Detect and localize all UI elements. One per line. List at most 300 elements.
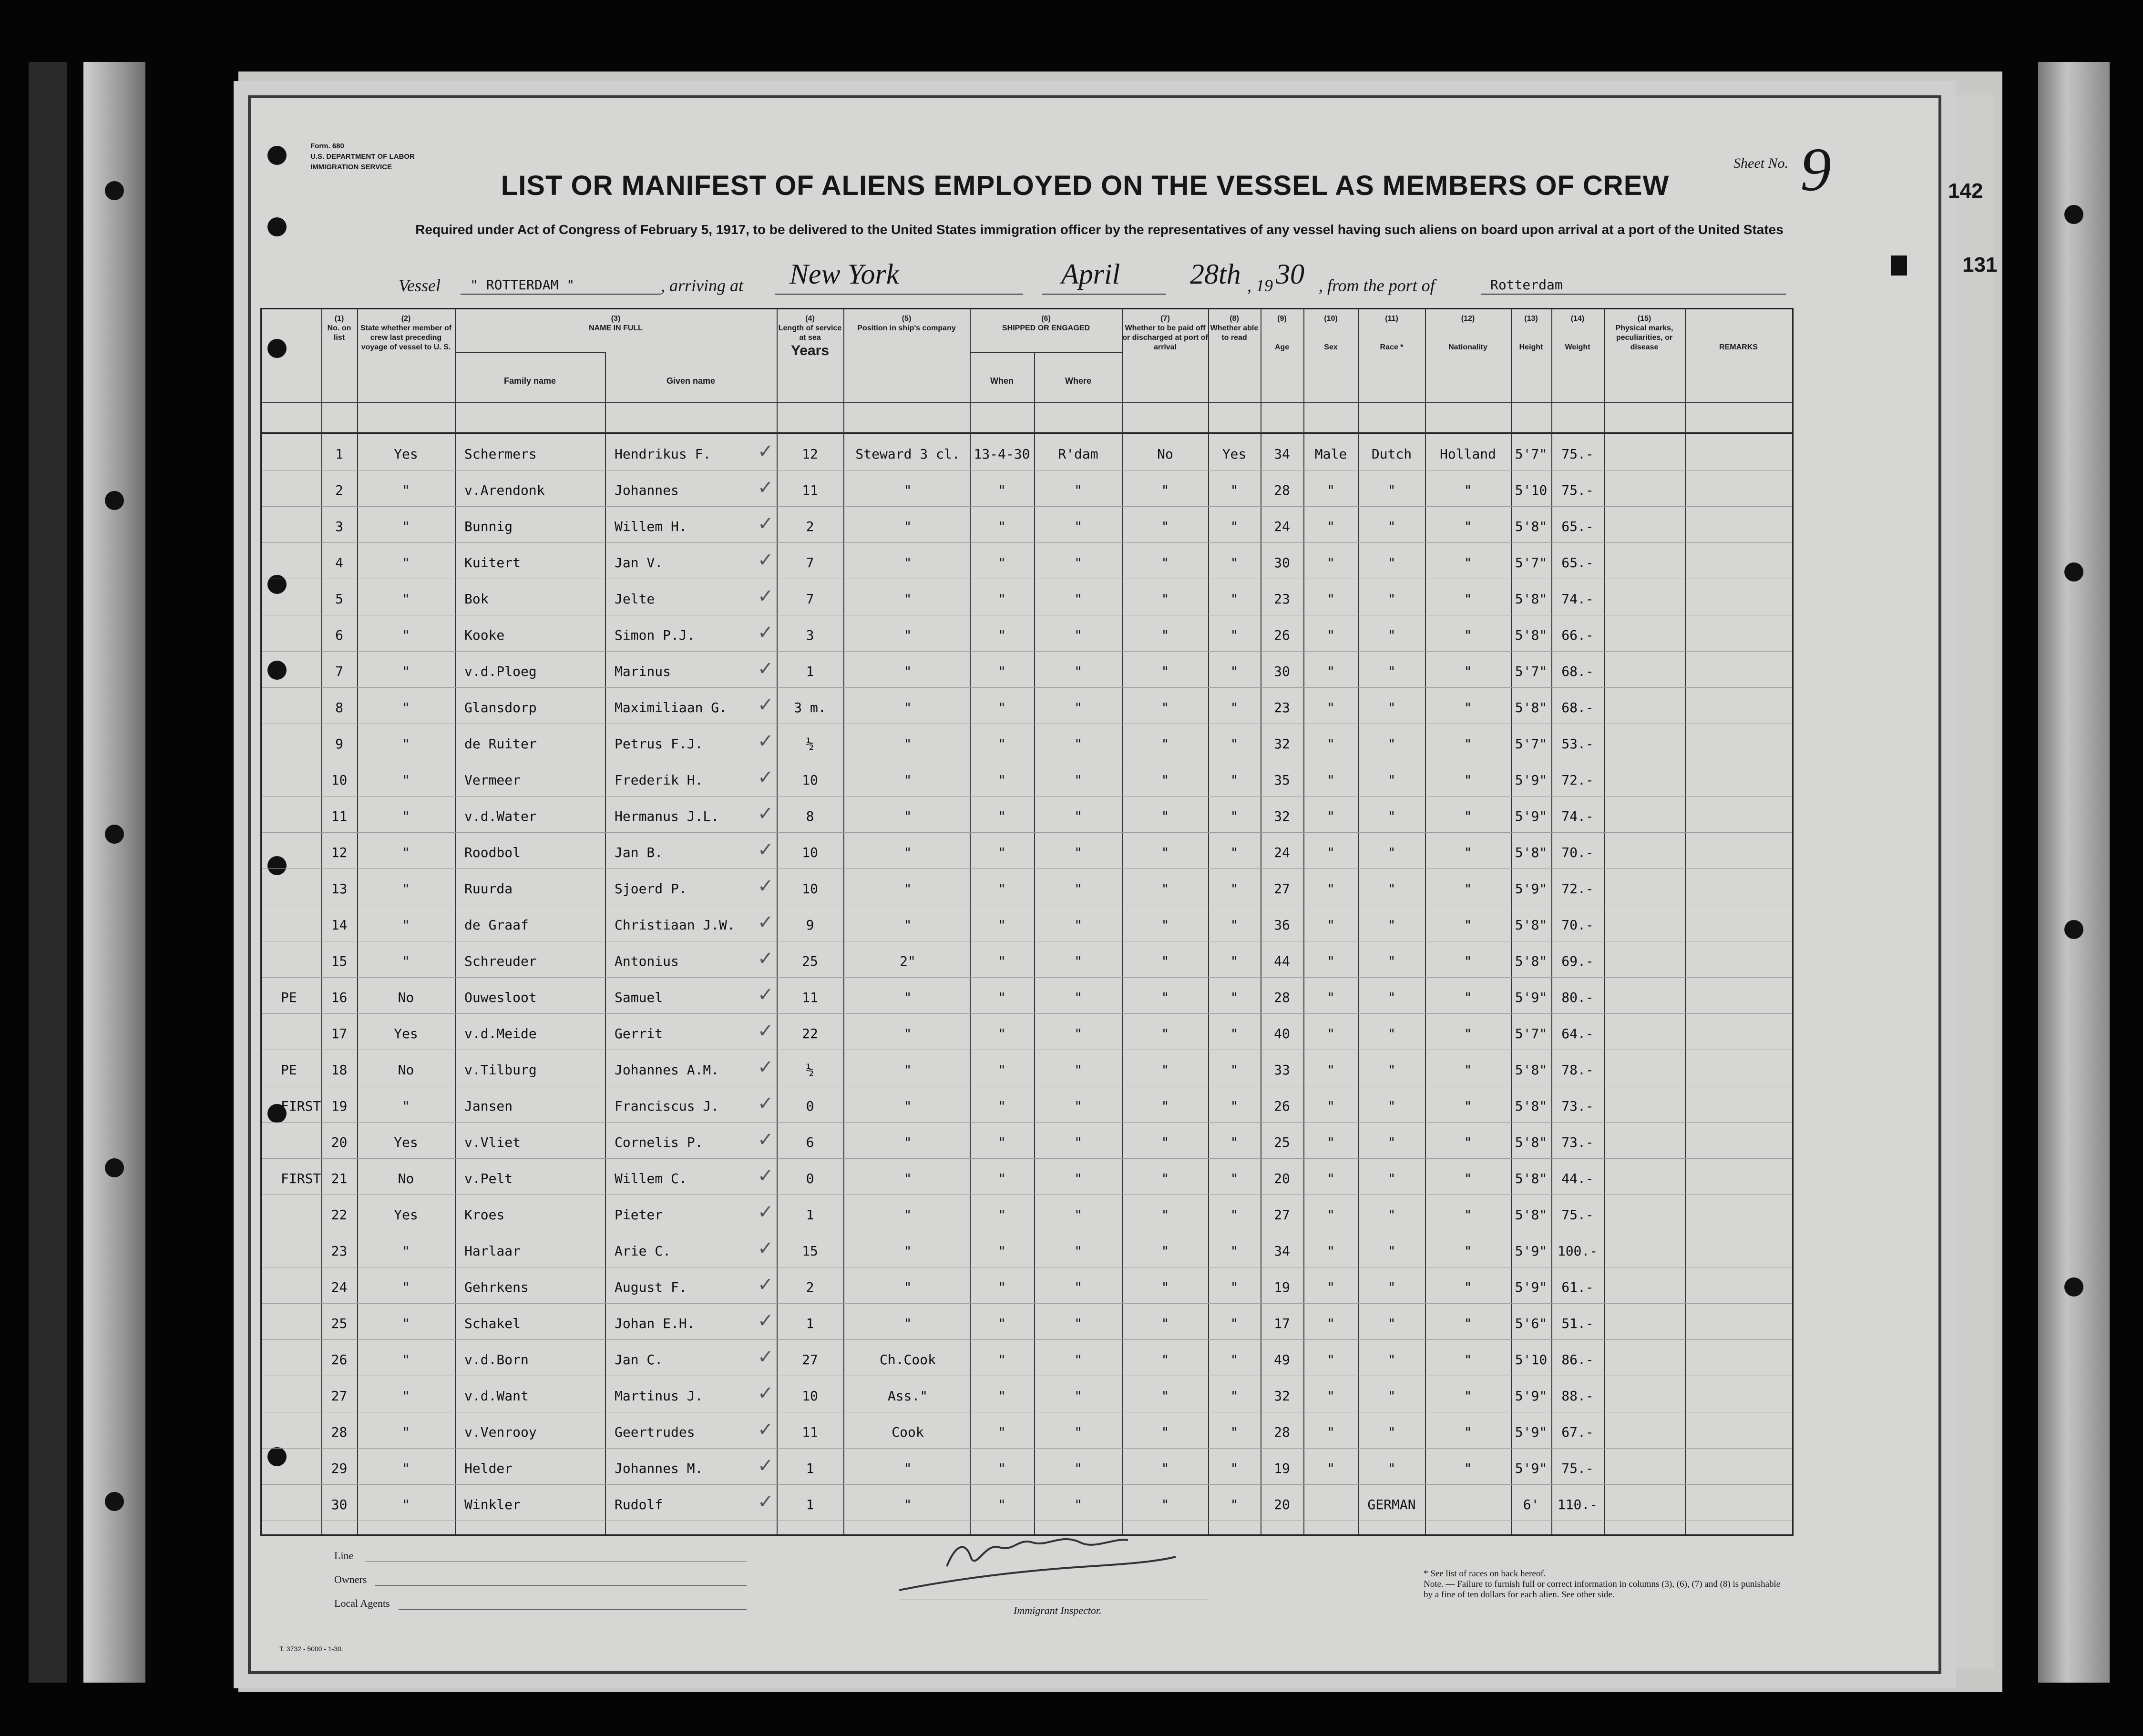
cell-prev: "	[402, 1243, 410, 1259]
year-prefix: , 19	[1247, 276, 1273, 295]
cell-given: Rudolf	[615, 1497, 663, 1512]
cell-family: Kroes	[464, 1207, 505, 1223]
cell-when: "	[998, 1171, 1006, 1186]
cell-read: "	[1230, 1062, 1239, 1078]
cell-nat: "	[1464, 700, 1472, 715]
cell-service: 25	[802, 953, 818, 969]
cell-nat: "	[1464, 808, 1472, 824]
cell-sex: "	[1327, 1207, 1335, 1223]
cell-age: 30	[1274, 555, 1290, 571]
cell-read: "	[1230, 1388, 1239, 1404]
cell-height: 5'8"	[1515, 1134, 1548, 1150]
cell-where: "	[1074, 700, 1082, 715]
cell-service: 1	[806, 1207, 814, 1223]
cell-height: 5'8"	[1515, 845, 1548, 860]
cell-paid: "	[1161, 990, 1169, 1005]
checkmark-icon: ✓	[758, 730, 774, 752]
cell-sex: "	[1327, 1098, 1335, 1114]
cell-no: 17	[331, 1026, 348, 1042]
cell-nat: "	[1464, 1279, 1472, 1295]
sheet-label: Sheet No.	[1733, 155, 1788, 171]
cell-sex: "	[1327, 1316, 1335, 1331]
col-physical-marks-header: (15) Physical marks, peculiarities, or disease	[1615, 315, 1673, 351]
col-sex-header: (10) Sex	[1324, 315, 1338, 351]
cell-age: 27	[1274, 1207, 1290, 1223]
checkmark-icon: ✓	[758, 513, 774, 535]
cell-paid: "	[1161, 953, 1169, 969]
vessel-name: " ROTTERDAM "	[470, 277, 575, 293]
cell-weight: 86.-	[1561, 1352, 1594, 1368]
cell-given: Martinus J.	[615, 1388, 703, 1404]
cell-where: "	[1074, 1062, 1082, 1078]
cell-where: "	[1074, 664, 1082, 679]
cell-race: "	[1387, 1279, 1396, 1295]
cell-prev: "	[402, 591, 410, 607]
cell-service: 11	[802, 1424, 818, 1440]
cell-given: Antonius	[615, 953, 679, 969]
crew-table	[260, 308, 1794, 1536]
cell-nat: "	[1464, 1316, 1472, 1331]
cell-position: "	[903, 881, 912, 897]
cell-service: 8	[806, 808, 814, 824]
cell-given: Christiaan J.W.	[615, 917, 735, 933]
cell-where: "	[1074, 917, 1082, 933]
cell-sex: "	[1327, 736, 1335, 752]
cell-nat: "	[1464, 990, 1472, 1005]
cell-family: Roodbol	[464, 845, 521, 860]
cell-no: 16	[331, 990, 348, 1005]
checkmark-icon: ✓	[758, 984, 774, 1006]
cell-sex: "	[1327, 1062, 1335, 1078]
col-prev-voyage-header: (2) State whether member of crew last preceding voyage of vessel to U. S.	[360, 315, 452, 351]
cell-where: "	[1074, 1243, 1082, 1259]
checkmark-icon: ✓	[758, 1274, 774, 1296]
cell-weight: 67.-	[1561, 1424, 1594, 1440]
cell-service: 11	[802, 990, 818, 1005]
cell-prev: Yes	[394, 446, 418, 462]
cell-when: "	[998, 1279, 1006, 1295]
cell-read: Yes	[1222, 446, 1247, 462]
cell-paid: "	[1161, 1279, 1169, 1295]
cell-when: "	[998, 591, 1006, 607]
checkmark-icon: ✓	[758, 911, 774, 933]
cell-when: "	[998, 1316, 1006, 1331]
cell-position: "	[903, 519, 912, 534]
arrival-month: April	[1061, 258, 1120, 290]
cell-given: Petrus F.J.	[615, 736, 703, 752]
cell-paid: "	[1161, 917, 1169, 933]
cell-given: Jan V.	[615, 555, 663, 571]
cell-paid: "	[1161, 1207, 1169, 1223]
cell-prev: "	[402, 482, 410, 498]
cell-when: "	[998, 1098, 1006, 1114]
cell-weight: 110.-	[1557, 1497, 1598, 1512]
cell-race: Dutch	[1371, 446, 1412, 462]
cell-nat: "	[1464, 1243, 1472, 1259]
cell-height: 5'6"	[1515, 1316, 1548, 1331]
binder-strip-right	[2038, 62, 2110, 1683]
cell-age: 28	[1274, 1424, 1290, 1440]
cell-sex: "	[1327, 519, 1335, 534]
cell-read: "	[1230, 990, 1239, 1005]
cell-family: v.d.Ploeg	[464, 664, 537, 679]
cell-family: Ruurda	[464, 881, 513, 897]
col-paid-off-header: (7) Whether to be paid off or discharged at port of arrival	[1122, 315, 1208, 351]
cell-given: Samuel	[615, 990, 663, 1005]
cell-read: "	[1230, 953, 1239, 969]
cell-age: 36	[1274, 917, 1290, 933]
cell-prev: "	[402, 1098, 410, 1114]
cell-no: 13	[331, 881, 348, 897]
cell-nat: "	[1464, 1207, 1472, 1223]
cell-no: 5	[335, 591, 343, 607]
cell-paid: "	[1161, 664, 1169, 679]
cell-given: Hendrikus F.	[615, 446, 711, 462]
cell-service: ½	[806, 1062, 814, 1078]
cell-height: 5'8"	[1515, 591, 1548, 607]
cell-paid: "	[1161, 1352, 1169, 1368]
cell-given: Hermanus J.L.	[615, 808, 719, 824]
col-remarks-header: REMARKS	[1719, 343, 1758, 351]
cell-paid: "	[1161, 700, 1169, 715]
cell-position: "	[903, 845, 912, 860]
cell-no: 4	[335, 555, 343, 571]
cell-family: v.Vliet	[464, 1134, 521, 1150]
cell-nat: "	[1464, 917, 1472, 933]
inspector-signature	[890, 1523, 1185, 1600]
department-label: U.S. DEPARTMENT OF LABOR	[310, 153, 415, 161]
cell-service: ½	[806, 736, 814, 752]
cell-family: de Graaf	[464, 917, 529, 933]
sheet-edge	[1937, 95, 1994, 1668]
arrival-day: 28th	[1190, 258, 1241, 290]
cell-service: 12	[802, 446, 818, 462]
cell-no: 6	[335, 627, 343, 643]
cell-sex: "	[1327, 1279, 1335, 1295]
cell-when: "	[998, 772, 1006, 788]
cell-paid: "	[1161, 555, 1169, 571]
cell-family: v.d.Want	[464, 1388, 529, 1404]
cell-nat: "	[1464, 591, 1472, 607]
cell-given: Johannes A.M.	[615, 1062, 719, 1078]
cell-where: "	[1074, 482, 1082, 498]
cell-where: "	[1074, 591, 1082, 607]
cell-height: 5'7"	[1515, 1026, 1548, 1042]
cell-no: 24	[331, 1279, 348, 1295]
checkmark-icon: ✓	[758, 1056, 774, 1078]
cell-sex: "	[1327, 1460, 1335, 1476]
cell-sex: "	[1327, 1388, 1335, 1404]
cell-height: 5'9"	[1515, 1460, 1548, 1476]
cell-family: Schreuder	[464, 953, 537, 969]
cell-position: "	[903, 1243, 912, 1259]
cell-no: 30	[331, 1497, 348, 1512]
cell-prev: No	[398, 1062, 414, 1078]
cell-paid: "	[1161, 1388, 1169, 1404]
cell-paid: "	[1161, 845, 1169, 860]
cell-service: 15	[802, 1243, 818, 1259]
cell-read: "	[1230, 700, 1239, 715]
cell-sex: "	[1327, 953, 1335, 969]
cell-when: "	[998, 1388, 1006, 1404]
cell-where: "	[1074, 1316, 1082, 1331]
cell-position: "	[903, 808, 912, 824]
cell-age: 26	[1274, 627, 1290, 643]
cell-read: "	[1230, 808, 1239, 824]
margin-box	[1891, 255, 1907, 276]
cell-position: "	[903, 1316, 912, 1331]
cell-when: "	[998, 1497, 1006, 1512]
checkmark-icon: ✓	[758, 1020, 774, 1042]
cell-age: 28	[1274, 482, 1290, 498]
cell-race: "	[1387, 1062, 1396, 1078]
cell-where: "	[1074, 1424, 1082, 1440]
cell-nat: "	[1464, 1098, 1472, 1114]
cell-when: "	[998, 990, 1006, 1005]
cell-weight: 68.-	[1561, 700, 1594, 715]
cell-nat: "	[1464, 1352, 1472, 1368]
checkmark-icon: ✓	[758, 1237, 774, 1259]
cell-weight: 65.-	[1561, 555, 1594, 571]
cell-no: 12	[331, 845, 348, 860]
cell-sex: "	[1327, 808, 1335, 824]
cell-sex: "	[1327, 591, 1335, 607]
cell-prev: "	[402, 1316, 410, 1331]
cell-sex: "	[1327, 1171, 1335, 1186]
cell-sex: "	[1327, 1134, 1335, 1150]
cell-weight: 72.-	[1561, 881, 1594, 897]
cell-height: 5'8"	[1515, 953, 1548, 969]
cell-weight: 69.-	[1561, 953, 1594, 969]
owners-label: Owners	[334, 1573, 367, 1585]
cell-service: 1	[806, 1497, 814, 1512]
cell-prev: "	[402, 700, 410, 715]
checkmark-icon: ✓	[758, 477, 774, 499]
cell-age: 27	[1274, 881, 1290, 897]
cell-weight: 68.-	[1561, 664, 1594, 679]
cell-family: Harlaar	[464, 1243, 521, 1259]
cell-prev: "	[402, 1279, 410, 1295]
cell-given: Jelte	[615, 591, 655, 607]
cell-race: "	[1387, 953, 1396, 969]
cell-height: 5'9"	[1515, 990, 1548, 1005]
cell-height: 5'9"	[1515, 1424, 1548, 1440]
cell-race: "	[1387, 555, 1396, 571]
cell-nat: "	[1464, 482, 1472, 498]
cell-position: Steward 3 cl.	[855, 446, 960, 462]
cell-given: Maximiliaan G.	[615, 700, 728, 715]
cell-given: August F.	[615, 1279, 687, 1295]
cell-given: Willem H.	[615, 519, 687, 534]
cell-height: 5'9"	[1515, 1388, 1548, 1404]
cell-read: "	[1230, 591, 1239, 607]
cell-paid: "	[1161, 1460, 1169, 1476]
cell-where: "	[1074, 772, 1082, 788]
cell-race: "	[1387, 591, 1396, 607]
cell-age: 19	[1274, 1460, 1290, 1476]
margin-annotation: FIRST	[281, 1098, 321, 1114]
cell-when: "	[998, 917, 1006, 933]
cell-paid: "	[1161, 591, 1169, 607]
cell-sex: "	[1327, 1352, 1335, 1368]
cell-prev: "	[402, 555, 410, 571]
manifest-sheet	[248, 95, 1998, 1674]
cell-family: Vermeer	[464, 772, 521, 788]
cell-position: "	[903, 1171, 912, 1186]
cell-position: "	[903, 555, 912, 571]
cell-weight: 75.-	[1561, 1460, 1594, 1476]
cell-age: 20	[1274, 1497, 1290, 1512]
cell-family: v.d.Born	[464, 1352, 529, 1368]
cell-read: "	[1230, 881, 1239, 897]
cell-no: 28	[331, 1424, 348, 1440]
cell-read: "	[1230, 1026, 1239, 1042]
cell-family: Helder	[464, 1460, 513, 1476]
film-edge-left	[29, 62, 67, 1683]
cell-no: 27	[331, 1388, 348, 1404]
inspector-label: Immigrant Inspector.	[1014, 1604, 1102, 1616]
cell-no: 20	[331, 1134, 348, 1150]
cell-prev: Yes	[394, 1134, 418, 1150]
cell-age: 40	[1274, 1026, 1290, 1042]
cell-race: "	[1387, 519, 1396, 534]
cell-position: "	[903, 1026, 912, 1042]
col-shipped-header: (6) SHIPPED OR ENGAGED	[1002, 315, 1090, 332]
cell-prev: "	[402, 917, 410, 933]
cell-age: 17	[1274, 1316, 1290, 1331]
cell-service: 1	[806, 1460, 814, 1476]
cell-height: 5'10	[1515, 1352, 1548, 1368]
cell-given: Franciscus J.	[615, 1098, 719, 1114]
cell-sex: "	[1327, 917, 1335, 933]
cell-where: "	[1074, 1134, 1082, 1150]
cell-service: 10	[802, 845, 818, 860]
cell-read: "	[1230, 482, 1239, 498]
cell-weight: 78.-	[1561, 1062, 1594, 1078]
cell-weight: 100.-	[1557, 1243, 1598, 1259]
cell-weight: 70.-	[1561, 917, 1594, 933]
cell-age: 35	[1274, 772, 1290, 788]
col-weight-header: (14) Weight	[1565, 315, 1590, 351]
cell-height: 5'8"	[1515, 700, 1548, 715]
cell-position: "	[903, 627, 912, 643]
cell-weight: 74.-	[1561, 808, 1594, 824]
col-race-header: (11) Race *	[1380, 315, 1404, 351]
cell-family: v.Venrooy	[464, 1424, 537, 1440]
cell-race: "	[1387, 736, 1396, 752]
cell-sex: "	[1327, 1026, 1335, 1042]
cell-age: 24	[1274, 519, 1290, 534]
cell-where: "	[1074, 845, 1082, 860]
cell-weight: 61.-	[1561, 1279, 1594, 1295]
col-read-header: (8) Whether able to read	[1210, 315, 1259, 342]
cell-height: 5'8"	[1515, 627, 1548, 643]
margin-annotation: PE	[281, 1062, 297, 1078]
cell-weight: 75.-	[1561, 1207, 1594, 1223]
cell-where: "	[1074, 881, 1082, 897]
cell-position: "	[903, 482, 912, 498]
cell-position: "	[903, 591, 912, 607]
cell-nat: "	[1464, 772, 1472, 788]
cell-nat: "	[1464, 555, 1472, 571]
cell-family: Kooke	[464, 627, 505, 643]
cell-where: R'dam	[1058, 446, 1098, 462]
cell-height: 6'	[1523, 1497, 1539, 1512]
checkmark-icon: ✓	[758, 803, 774, 825]
cell-weight: 53.-	[1561, 736, 1594, 752]
checkmark-icon: ✓	[758, 1491, 774, 1513]
cell-service: 2	[806, 519, 814, 534]
cell-prev: "	[402, 772, 410, 788]
cell-race: "	[1387, 917, 1396, 933]
col-position-header: (5) Position in ship's company	[857, 315, 956, 332]
cell-service: 3 m.	[794, 700, 826, 715]
cell-where: "	[1074, 1207, 1082, 1223]
checkmark-icon: ✓	[758, 875, 774, 897]
margin-number-top: 142	[1948, 179, 1983, 203]
cell-no: 21	[331, 1171, 348, 1186]
cell-race: "	[1387, 990, 1396, 1005]
cell-race: "	[1387, 1207, 1396, 1223]
cell-age: 30	[1274, 664, 1290, 679]
cell-read: "	[1230, 1171, 1239, 1186]
cell-paid: "	[1161, 519, 1169, 534]
cell-paid: "	[1161, 1026, 1169, 1042]
cell-where: "	[1074, 627, 1082, 643]
cell-where: "	[1074, 1388, 1082, 1404]
cell-when: "	[998, 1352, 1006, 1368]
cell-age: 23	[1274, 700, 1290, 715]
cell-weight: 73.-	[1561, 1134, 1594, 1150]
cell-given: Pieter	[615, 1207, 663, 1223]
checkmark-icon: ✓	[758, 1165, 774, 1187]
cell-race: "	[1387, 482, 1396, 498]
cell-prev: No	[398, 990, 414, 1005]
cell-weight: 44.-	[1561, 1171, 1594, 1186]
cell-weight: 75.-	[1561, 482, 1594, 498]
cell-when: "	[998, 1207, 1006, 1223]
cell-paid: "	[1161, 627, 1169, 643]
cell-sex: "	[1327, 700, 1335, 715]
cell-family: v.Tilburg	[464, 1062, 537, 1078]
cell-when: "	[998, 953, 1006, 969]
cell-no: 23	[331, 1243, 348, 1259]
cell-family: Ouwesloot	[464, 990, 537, 1005]
cell-height: 5'7"	[1515, 736, 1548, 752]
cell-prev: Yes	[394, 1026, 418, 1042]
cell-when: "	[998, 1062, 1006, 1078]
cell-where: "	[1074, 1352, 1082, 1368]
cell-position: "	[903, 700, 912, 715]
cell-age: 34	[1274, 1243, 1290, 1259]
from-label: , from the port of	[1319, 276, 1435, 295]
local-agents-label: Local Agents	[334, 1597, 390, 1609]
page-title: LIST OR MANIFEST OF ALIENS EMPLOYED ON THE VESSEL AS MEMBERS OF CREW	[501, 170, 1670, 201]
cell-height: 5'7"	[1515, 446, 1548, 462]
cell-service: 6	[806, 1134, 814, 1150]
cell-race: "	[1387, 1424, 1396, 1440]
cell-no: 15	[331, 953, 348, 969]
cell-nat: Holland	[1439, 446, 1496, 462]
cell-where: "	[1074, 1497, 1082, 1512]
cell-paid: "	[1161, 772, 1169, 788]
cell-where: "	[1074, 990, 1082, 1005]
cell-sex: "	[1327, 1424, 1335, 1440]
checkmark-icon: ✓	[758, 440, 774, 462]
cell-sex: "	[1327, 845, 1335, 860]
cell-weight: 64.-	[1561, 1026, 1594, 1042]
cell-read: "	[1230, 1497, 1239, 1512]
